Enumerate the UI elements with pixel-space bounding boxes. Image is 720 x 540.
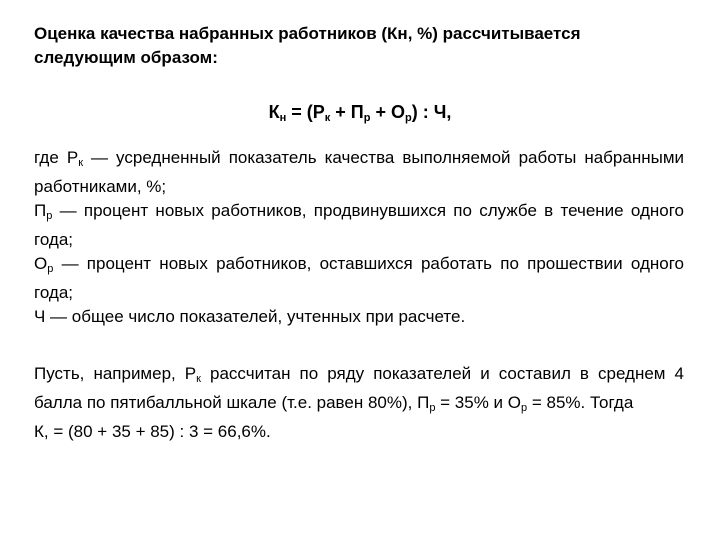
definition-or — [34, 252, 684, 305]
page-title — [34, 22, 684, 70]
title-line-1: Оценка качества набранных работников (Кн, %) рассчитывается — [34, 24, 581, 43]
formula — [0, 99, 720, 131]
example-part-1: Пусть, например, Р — [34, 364, 197, 383]
formula-eq: = (Р — [286, 102, 325, 122]
formula-k: К — [268, 102, 280, 122]
example-paragraph — [34, 362, 684, 420]
example-part-2: рассчитан по ряду показателей и составил в среднем 4 балла по пятибалльной шкале (т.е. равен 80%), П — [34, 364, 684, 412]
example — [34, 362, 684, 444]
formula-r-subscript: к — [324, 112, 331, 124]
example-rk-subscript: к — [196, 373, 201, 385]
example-part-3: = 35% и О — [435, 393, 522, 412]
formula-plus-o: + О — [370, 102, 405, 122]
definition-pr-prefix: П — [34, 201, 47, 220]
definition-pr-text: — процент новых работников, продвинувшихся по службе в течение одного года; — [34, 201, 684, 249]
example-part-4: = 85%. Тогда — [527, 393, 634, 412]
definition-rk — [34, 146, 684, 199]
definition-or-subscript: р — [47, 263, 54, 275]
definition-rk-text: — усредненный показатель качества выполняемой работы набранными работниками, %; — [34, 148, 685, 196]
definition-ch: Ч — общее число показателей, учтенных при расчете. — [34, 307, 466, 326]
example-result: К, = (80 + 35 + 85) : 3 = 66,6%. — [34, 422, 271, 441]
example-or-subscript: р — [521, 402, 528, 414]
formula-tail: ) : Ч, — [411, 102, 452, 122]
example-pr-subscript: р — [429, 402, 436, 414]
definition-or-prefix: О — [34, 254, 48, 273]
title-line-2: следующим образом: — [34, 48, 218, 67]
definition-pr — [34, 199, 684, 252]
formula-k-subscript: н — [279, 112, 287, 124]
formula-plus-p: + П — [330, 102, 364, 122]
definition-pr-subscript: р — [46, 210, 53, 222]
formula-o-subscript: р — [405, 112, 412, 124]
definitions — [34, 146, 684, 329]
definition-rk-prefix: где Р — [34, 148, 79, 167]
definition-or-text: — процент новых работников, оставшихся работать по прошествии одного года; — [34, 254, 684, 302]
formula-p-subscript: р — [363, 112, 371, 124]
definition-rk-subscript: к — [78, 157, 83, 169]
